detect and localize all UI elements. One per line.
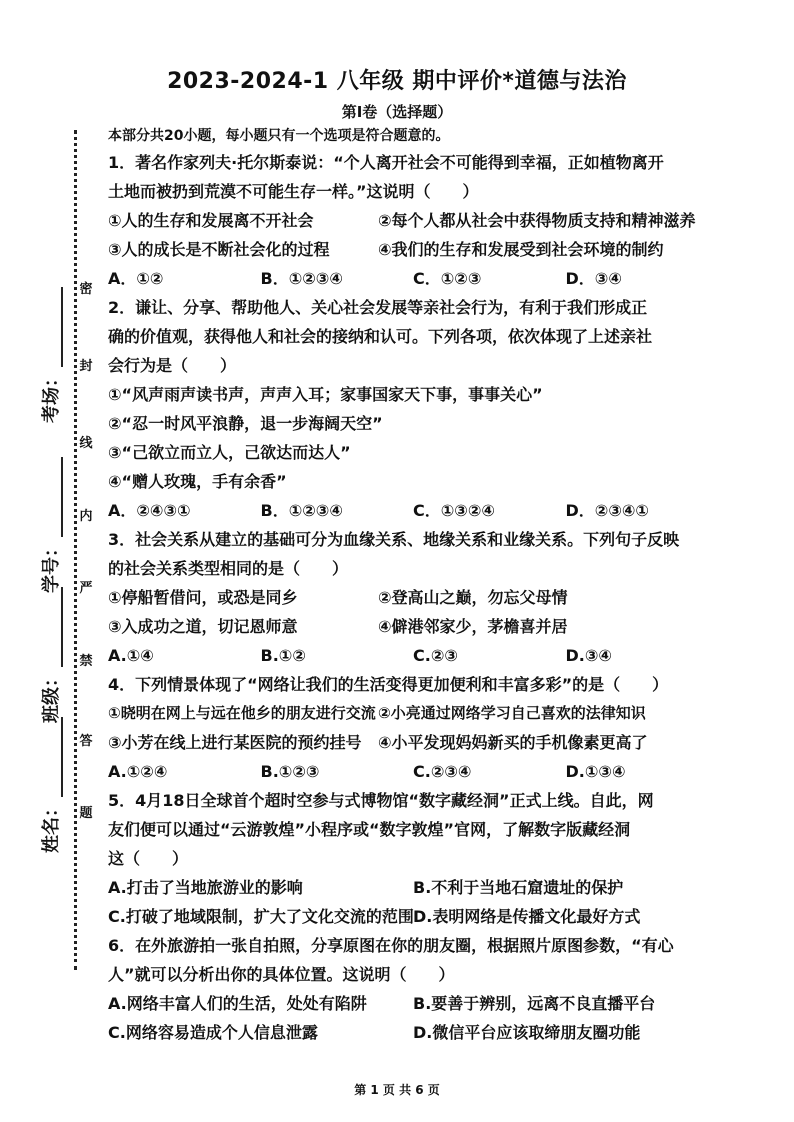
question-stem-line: 6．在外旅游拍一张自拍照，分享原图在你的朋友圈，根据照片原图参数，“有心 [108,936,674,955]
fill-blank-line [61,587,63,667]
exam-room-field [37,369,63,423]
option-b: B.要善于辨别，远离不良直播平台 [413,994,656,1013]
statement: ④小平发现妈妈新买的手机像素更高了 [378,733,648,752]
question-stem-line: 确的价值观，获得他人和社会的接纳和认可。下列各项，依次体现了上述亲社 [108,327,653,346]
option-a: A.网络丰富人们的生活，处处有陷阱 [108,994,367,1013]
option-a: A．①② [108,269,164,288]
statement: ①“风声雨声读书声，声声入耳；家事国家天下事，事事关心” [108,385,543,404]
name-field [37,799,63,853]
field-label: 班级： [41,669,62,723]
question-2 [108,293,718,525]
statement-row [108,235,718,264]
fill-blank-line [61,717,63,797]
statement: ③“己欲立而立人，己欲达而达人” [108,443,351,462]
margin-seal-char: 内 [79,509,93,524]
margin-seal-char: 严 [79,581,93,596]
option-a: A.打击了当地旅游业的影响 [108,878,303,897]
field-label: 姓名： [41,799,62,853]
option-d: D.③④ [565,646,612,665]
statement: ④“赠人玫瑰，手有余香” [108,472,287,491]
statement: ②小亮通过网络学习自己喜欢的法律知识 [378,704,646,722]
answer-options [108,641,718,670]
statement: ①人的生存和发展离不开社会 [108,211,314,230]
statement-row [108,583,718,612]
page-number: 第 1 页 共 6 页 [354,1083,440,1097]
option-b: B.不利于当地石窟遗址的保护 [413,878,624,897]
option-c: C.②③④ [413,762,472,781]
question-stem-line: 2．谦让、分享、帮助他人、关心社会发展等亲社会行为，有利于我们形成正 [108,298,648,317]
statement-row [108,699,718,728]
question-stem-line: 土地而被扔到荒漠不可能生存一样。”这说明（ ） [108,182,479,201]
option-d: D.微信平台应该取缔朋友圈功能 [413,1023,641,1042]
option-a: A.①④ [108,646,154,665]
answer-options [108,757,718,786]
answer-options-row [108,989,718,1018]
student-number-field [37,539,63,593]
class-field [37,669,63,723]
option-b: B.①②③ [260,762,320,781]
option-d: D．③④ [565,269,622,288]
margin-seal-char: 答 [79,734,93,749]
margin-seal-char: 题 [79,806,93,821]
question-6 [108,931,718,1047]
option-c: C.打破了地域限制，扩大了文化交流的范围 [108,907,414,926]
question-stem-line: 3．社会关系从建立的基础可分为血缘关系、地缘关系和业缘关系。下列句子反映 [108,530,680,549]
field-label: 考场： [41,369,62,423]
statement: ④僻港邻家少，茅檐喜并居 [378,617,568,636]
question-1 [108,148,718,293]
binding-dotted-line [74,130,77,970]
fill-blank-line [61,457,63,537]
question-5 [108,786,718,931]
option-d: D.①③④ [565,762,626,781]
question-stem-line: 友们便可以通过“云游敦煌”小程序或“数字敦煌”官网，了解数字版藏经洞 [108,820,631,839]
statement-row [108,206,718,235]
question-stem-line: 的社会关系类型相同的是（ ） [108,559,349,578]
statement: ②登高山之巅，勿忘父母情 [378,588,568,607]
statement: ②每个人都从社会中获得物质支持和精神滋养 [378,211,696,230]
margin-seal-char: 密 [79,282,93,297]
option-c: C.②③ [413,646,458,665]
answer-options-row [108,902,718,931]
option-c: C．①③②④ [413,501,495,520]
margin-seal-char: 封 [79,359,93,374]
statement: ④我们的生存和发展受到社会环境的制约 [378,240,664,259]
answer-options [108,496,718,525]
statement: ②“忍一时风平浪静，退一步海阔天空” [108,414,383,433]
option-c: C．①②③ [413,269,482,288]
field-label: 学号： [41,539,62,593]
statement: ③人的成长是不断社会化的过程 [108,240,330,259]
option-c: C.网络容易造成个人信息泄露 [108,1023,318,1042]
option-a: A.①②④ [108,762,168,781]
margin-seal-char: 线 [79,436,93,451]
statement-row [108,728,718,757]
statement: ③入成功之道，切记恩师意 [108,617,298,636]
answer-options [108,264,718,293]
option-d: D.表明网络是传播文化最好方式 [413,907,641,926]
question-4 [108,670,718,786]
question-3 [108,525,718,670]
question-stem-line: 5．4月18日全球首个超时空参与式博物馆“数字藏经洞”正式上线。自此，网 [108,791,654,810]
statement: ①晓明在网上与远在他乡的朋友进行交流 [108,704,376,722]
question-stem-line: 4．下列情景体现了“网络让我们的生活变得更加便利和丰富多彩”的是（ ） [108,675,669,694]
question-stem-line: 这（ ） [108,849,189,868]
statement: ③小芳在线上进行某医院的预约挂号 [108,733,362,752]
exam-title: 2023-2024-1 八年级 期中评价*道德与法治 [167,69,627,94]
option-b: B．①②③④ [260,269,343,288]
fill-blank-line [61,287,63,367]
question-stem-line: 会行为是（ ） [108,356,237,375]
statement-row [108,612,718,641]
question-list [108,124,718,1047]
statement: ①停船暂借问，或恐是同乡 [108,588,298,607]
instruction-text: 本部分共20小题，每小题只有一个选项是符合题意的。 [108,128,450,144]
option-d: D．②③④① [565,501,649,520]
question-stem-line: 1．著名作家列夫·托尔斯泰说：“个人离开社会不可能得到幸福，正如植物离开 [108,153,664,172]
margin-seal-char: 禁 [79,654,93,669]
option-b: B．①②③④ [260,501,343,520]
question-stem-line: 人”就可以分析出你的具体位置。这说明（ ） [108,965,455,984]
option-a: A．②④③① [108,501,191,520]
answer-options-row [108,873,718,902]
answer-options-row [108,1018,718,1047]
option-b: B.①② [260,646,306,665]
section-title: 第Ⅰ卷（选择题） [341,103,453,121]
